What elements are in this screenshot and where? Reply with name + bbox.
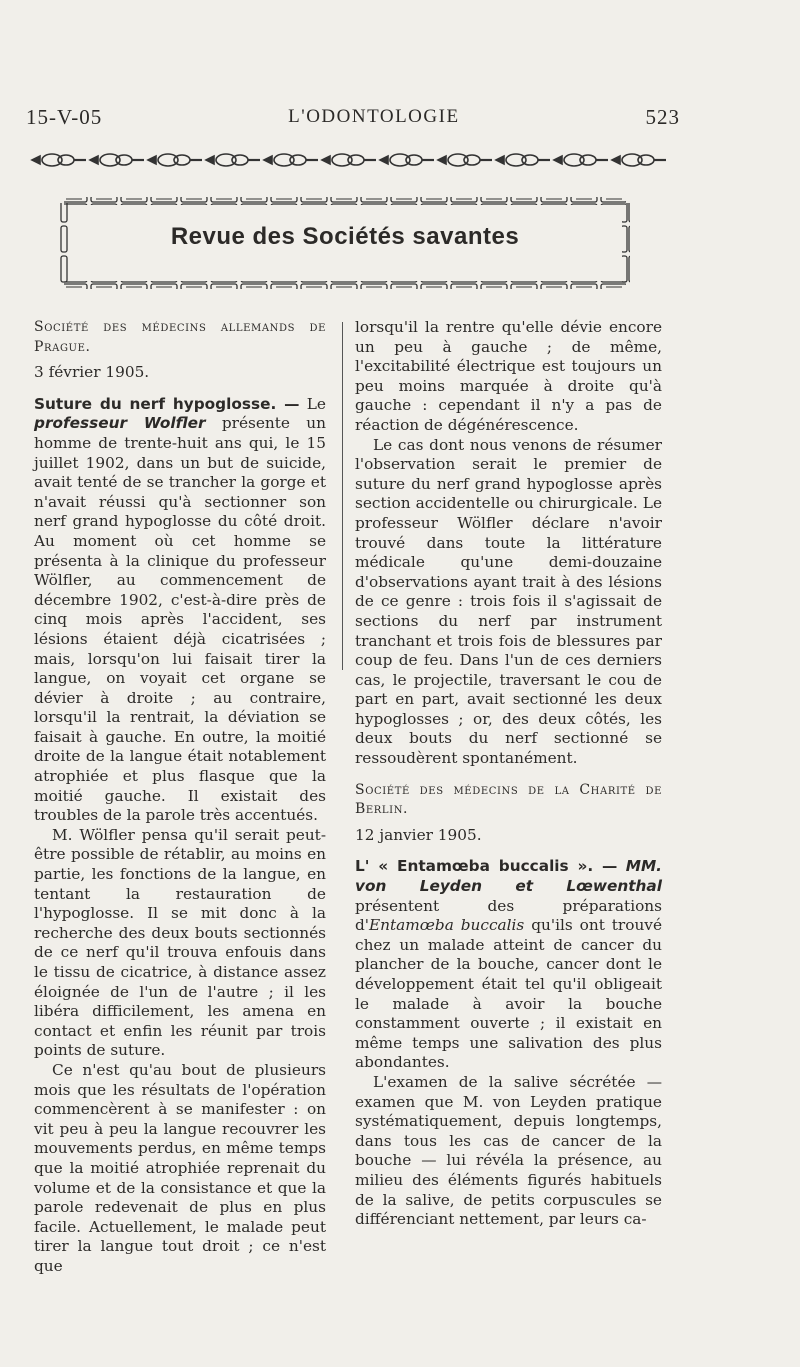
article-heading: L' « Entamœba buccalis ». —	[355, 857, 618, 876]
decorative-ornament-band	[30, 150, 670, 170]
running-header	[26, 102, 680, 132]
article-paragraph: L' « Entamœba buccalis ». — MM. von Leyden et Lœwenthal présentent des préparations d'Entamœba buccalis qu'ils ont trouvé chez un malade atteint de cancer du plancher de la bouche, cancer dont le développement était tel qu'il obligeait le malade à avoir la bouche constamment ouverte ; il existait en même temps une salivation des plus abondantes.	[355, 857, 662, 1072]
article-paragraph: Suture du nerf hypoglosse. — Le professeur Wolfler présente un homme de trente-huit ans qui, le 15 juillet 1902, dans un but de suicide, avait tenté de se trancher la gorge et n'avait réussi qu'à sectionner son nerf grand hypoglosse du côté droit. Au moment où cet homme se présenta à la clinique du professeur Wölfler, au commencement de décembre 1902, c'est-à-dire près de cinq mois après l'accident, ses lésions étaient déjà cicatrisées ; mais, lorsqu'on lui faisait tirer la langue, on voyait cet organe se dévier à droite ; au contraire, lorsqu'il la rentrait, la déviation se faisait à gauche. En outre, la moitié droite de la langue était notablement atrophiée et plus flasque que la moitié gauche. Il existait des troubles de la parole très accentués.	[34, 394, 326, 825]
author-name: professeur Wolfler	[34, 414, 206, 433]
left-column	[34, 318, 326, 1277]
author-name: MM. von Leyden et Lœwenthal	[355, 857, 662, 896]
issue-date: 15-V-05	[26, 104, 103, 129]
journal-title: L'ODONTOLOGIE	[288, 106, 460, 127]
session-date: 3 février 1905.	[34, 363, 150, 382]
right-column	[355, 318, 662, 1230]
page-number: 523	[645, 104, 680, 129]
article-paragraph: Ce n'est qu'au bout de plusieurs mois que les résultats de l'opération commencèrent à se manifester : on vit peu à peu la langue recouvrer les mouvements perdus, en même temps que la moitié atrophiée reprenait du volume et de la consistance et que la parole redevenait de plus en plus facile. Actuellement, le malade peut tirer la langue tout droit ; ce n'est que	[34, 1060, 326, 1275]
section-title: Revue des Sociétés savantes	[170, 223, 520, 250]
session-date: 12 janvier 1905.	[355, 825, 482, 844]
society-heading: Société des médecins de la Charité de Berlin.	[355, 781, 662, 818]
article-paragraph: lorsqu'il la rentre qu'elle dévie encore un peu à gauche ; de même, l'excitabilité électrique est toujours un peu moins marquée à droite qu'à gauche : cependant il n'y a pas de réaction de dégénérescence.	[355, 318, 662, 434]
society-heading: Société des médecins allemands de Prague.	[34, 319, 326, 355]
article-paragraph: M. Wölfler pensa qu'il serait peut-être possible de rétablir, au moins en partie, les fonctions de la langue, en tentant la restauration de l'hypoglosse. Il se mit donc à la recherche des deux bouts sectionnés de ce nerf qu'il trouva enfouis dans le tissu de cicatrice, à distance assez éloignée de l'un de l'autre ; il les libéra difficilement, les amena en contact et enfin les réunit par trois points de suture.	[34, 825, 326, 1060]
article-paragraph: Le cas dont nous venons de résumer l'observation serait le premier de suture du nerf grand hypoglosse après section accidentelle ou chirurgicale. Le professeur Wölfler déclare n'avoir trouvé dans toute la littérature médicale qu'une demi-douzaine d'observations ayant trait à des lésions de ce genre : trois fois il s'agissait de sections du nerf par instrument tranchant et trois fois de blessures par coup de feu. Dans l'un de ces derniers cas, le projectile, traversant le cou de part en part, avait sectionné les deux hypoglosses ; or, des deux côtés, les deux bouts du nerf sectionné se ressoudèrent spontanément.	[355, 435, 662, 768]
column-divider	[342, 322, 343, 670]
article-heading: Suture du nerf hypoglosse. —	[34, 394, 300, 413]
species-name: Entamœba buccalis	[369, 916, 525, 935]
article-paragraph: L'examen de la salive sécrétée — examen que M. von Leyden pratique systématiquement, depuis longtemps, dans tous les cas de cancer de la bouche — lui révéla la présence, au milieu des éléments figurés habituels de la salive, de petits corpuscules se différenciant nettement, par leurs ca-	[355, 1072, 662, 1229]
section-title-frame	[60, 195, 630, 291]
